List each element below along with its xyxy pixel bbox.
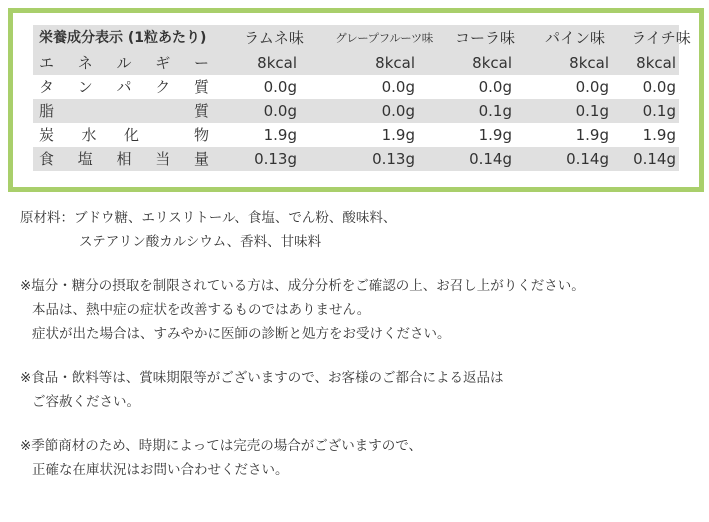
table-row-carbohydrate	[33, 123, 679, 147]
table-cell: 0.0g	[381, 102, 415, 120]
table-row-protein	[33, 75, 679, 99]
ingredients-line: 原材料：ブドウ糖、エリスリトール、食塩、でん粉、酸味料、	[20, 210, 397, 226]
table-row-salt	[33, 147, 679, 171]
row-label-carbohydrate	[39, 123, 209, 147]
table-cell: 0.0g	[575, 78, 609, 96]
table-cell: 1.9g	[263, 126, 297, 144]
returns-notice-block	[20, 366, 700, 414]
notice-line: ※食品・飲料等は、賞味期限等がございますので、お客様のご都合による返品は	[20, 370, 504, 386]
label-char: 物	[193, 126, 209, 144]
label-char: タ	[39, 78, 55, 96]
caution-line: ※塩分・糖分の摂取を制限されている方は、成分分析をご確認の上、お召し上がりください。	[20, 278, 585, 294]
row-label-protein	[39, 75, 209, 99]
flavor-header-grapefruit: グレープフルーツ味	[335, 31, 433, 45]
notice-line: ご容赦ください。	[32, 394, 140, 410]
label-char: ー	[193, 54, 209, 72]
label-char: 塩	[77, 150, 93, 168]
table-cell: 0.0g	[478, 78, 512, 96]
table-cell: 1.9g	[381, 126, 415, 144]
table-cell: 0.1g	[478, 102, 512, 120]
table-cell: 1.9g	[478, 126, 512, 144]
flavor-header-lychee: ライチ味	[631, 29, 691, 47]
row-label-energy	[39, 51, 209, 75]
label-char: ン	[77, 78, 93, 96]
table-cell: 0.1g	[642, 102, 676, 120]
table-header-row	[33, 25, 691, 51]
notice-line: ※季節商材のため、時期によっては完売の場合がございますので、	[20, 438, 423, 454]
seasonal-notice-block	[20, 434, 700, 482]
table-cell: 0.1g	[575, 102, 609, 120]
table-cell: 0.13g	[372, 150, 415, 168]
table-cell: 0.0g	[381, 78, 415, 96]
table-cell: 8kcal	[375, 54, 415, 72]
flavor-header-pine: パイン味	[544, 29, 605, 47]
notice-line: 正確な在庫状況はお問い合わせください。	[32, 462, 289, 478]
table-cell: 0.14g	[566, 150, 609, 168]
row-label-fat	[39, 99, 209, 123]
label-char: 当	[155, 150, 171, 168]
table-cell: 1.9g	[575, 126, 609, 144]
caution-line: 症状が出た場合は、すみやかに医師の診断と処方をお受けください。	[32, 326, 451, 342]
nutrition-table	[33, 25, 691, 171]
label-char: 炭	[39, 126, 55, 144]
label-char: ギ	[155, 54, 171, 72]
caution-line: 本品は、熱中症の症状を改善するものではありません。	[32, 302, 371, 318]
label-char: 化	[124, 126, 140, 144]
label-char: ネ	[77, 54, 93, 72]
table-row-energy	[33, 51, 679, 75]
label-char: 脂	[39, 102, 55, 120]
table-cell: 8kcal	[472, 54, 512, 72]
table-cell: 0.0g	[263, 102, 297, 120]
label-char: ル	[116, 54, 132, 72]
table-cell: 8kcal	[569, 54, 609, 72]
ingredients-line: ステアリン酸カルシウム、香料、甘味料	[79, 234, 322, 250]
label-char: 質	[193, 102, 209, 120]
flavor-header-cola: コーラ味	[454, 29, 515, 47]
table-cell: 8kcal	[636, 54, 676, 72]
table-cell: 1.9g	[642, 126, 676, 144]
label-char: 量	[193, 150, 209, 168]
table-cell: 0.0g	[642, 78, 676, 96]
table-cell: 0.0g	[263, 78, 297, 96]
label-char: パ	[116, 78, 132, 96]
label-char: エ	[39, 54, 55, 72]
nutrition-table-frame	[8, 8, 704, 192]
ingredients-block	[20, 206, 700, 254]
product-notes	[20, 206, 700, 502]
table-title: 栄養成分表示 (1粒あたり)	[39, 30, 207, 46]
label-char: 水	[81, 126, 97, 144]
label-char: ク	[155, 78, 171, 96]
table-cell: 8kcal	[257, 54, 297, 72]
label-char: 相	[116, 150, 132, 168]
row-label-salt	[39, 147, 209, 171]
table-row-fat	[33, 99, 679, 123]
table-cell: 0.14g	[633, 150, 676, 168]
label-char: 質	[193, 78, 209, 96]
label-char: 食	[39, 150, 55, 168]
table-cell: 0.13g	[254, 150, 297, 168]
salt-caution-block	[20, 274, 700, 346]
table-cell: 0.14g	[469, 150, 512, 168]
flavor-header-ramune: ラムネ味	[244, 29, 304, 47]
